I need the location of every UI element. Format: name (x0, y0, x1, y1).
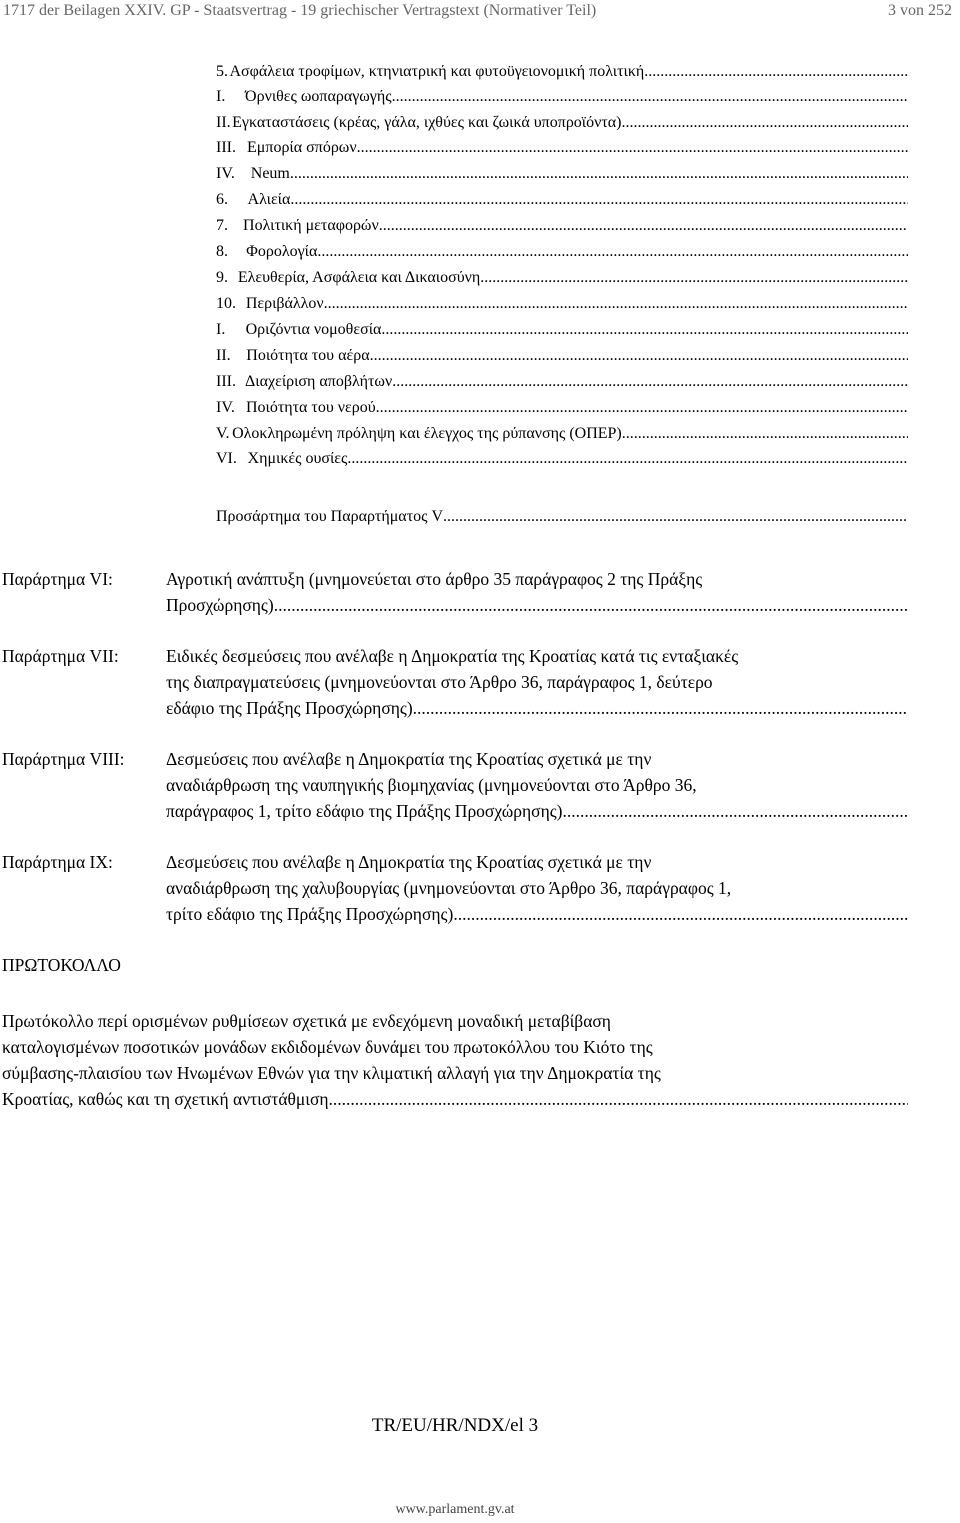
protocol-heading: ΠΡΩΤΟΚΟΛΛΟ (2, 955, 121, 975)
toc-entry-number: 6. (216, 191, 228, 208)
protocol-line: Κροατίας, καθώς και τη σχετική αντιστάθμιση (2, 1089, 329, 1109)
annex-line: Ειδικές δεσμεύσεις που ανέλαβε η Δημοκρατία της Κροατίας κατά τις ενταξιακές (166, 646, 739, 666)
annex-label: Παράρτημα VII: (2, 646, 119, 666)
toc-entry-text: Ποιότητα του αέρα (246, 347, 370, 364)
page-number: 3 von 252 (888, 2, 952, 19)
toc-entry[interactable] (216, 295, 908, 321)
toc-entry[interactable] (216, 63, 908, 89)
leader-dots (357, 139, 908, 157)
toc-entry[interactable] (216, 321, 908, 347)
toc-entry-text: Neum (250, 165, 290, 182)
annex-vii[interactable] (2, 643, 908, 721)
toc-entry-number: III. (216, 373, 236, 390)
annex-label: Παράρτημα VIII: (2, 749, 125, 769)
leader-dots (370, 347, 908, 365)
leader-dots (644, 63, 908, 81)
annex-line: παράγραφος 1, τρίτο εδάφιο της Πράξης Προσχώρησης) (166, 801, 563, 821)
toc-entry-number: II. (216, 347, 231, 364)
annex-ix[interactable] (2, 849, 908, 927)
leader-dots (563, 798, 909, 824)
toc-entry[interactable] (216, 450, 908, 476)
toc-entry-text: Ποιότητα του νερού (245, 399, 376, 416)
toc-entry-text: Πολιτική μεταφορών (243, 217, 379, 234)
toc-entry-text: Φορολογία (246, 243, 318, 260)
toc-entry-text: Ελευθερία, Ασφάλεια και Δικαιοσύνη (237, 269, 481, 286)
toc-entry[interactable] (216, 373, 908, 399)
toc-entry-number: 5. (216, 63, 228, 80)
toc-entry[interactable] (216, 139, 908, 165)
source-url[interactable]: www.parlament.gv.at (395, 1502, 515, 1517)
toc-entry-number: 8. (216, 243, 228, 260)
annex-line: εδάφιο της Πράξης Προσχώρησης) (166, 698, 413, 718)
toc-entry-number: V. (216, 425, 230, 442)
toc-entry-number: II. (216, 114, 231, 131)
toc-entry-text: Χημικές ουσίες (247, 450, 348, 467)
leader-dots (347, 450, 908, 468)
leader-dots (290, 165, 908, 183)
annex-line: αναδιάρθρωση της ναυπηγικής βιομηχανίας (μνημονεύονται στο Άρθρο 36, (166, 775, 697, 795)
toc-entry-text: Εγκαταστάσεις (κρέας, γάλα, ιχθύες και ζωικά υποπροϊόντα) (232, 114, 622, 131)
leader-dots (480, 269, 908, 287)
protocol-line: σύμβασης-πλαισίου των Ηνωμένων Εθνών για την κλιματική αλλαγή για την Δημοκρατία της (2, 1063, 661, 1083)
annex-line: Αγροτική ανάπτυξη (μνημονεύεται στο άρθρο 35 παράγραφος 2 της Πράξης (166, 569, 703, 589)
leader-dots (379, 217, 908, 235)
toc-entry-number: I. (216, 321, 226, 338)
toc-entry-text: Αλιεία (247, 191, 291, 208)
toc-entry[interactable] (216, 217, 908, 243)
leader-dots (376, 399, 908, 417)
leader-dots (290, 191, 908, 209)
leader-dots (381, 321, 908, 339)
toc-entry-number: VI. (216, 450, 237, 467)
toc-entry[interactable] (216, 88, 908, 114)
document-reference: TR/EU/HR/NDX/el 3 (371, 1415, 539, 1436)
protocol-line: καταλογισμένων ποσοτικών μονάδων εκδιδομένων δυνάμει του πρωτοκόλλου του Κιότο της (2, 1037, 653, 1057)
toc-entry[interactable] (216, 191, 908, 217)
toc-entry-text: Όρνιθες ωοπαραγωγής (245, 88, 392, 105)
leader-dots (274, 592, 908, 618)
toc-entry-number: 9. (216, 269, 228, 286)
annex-label: Παράρτημα VI: (2, 569, 113, 589)
annex-line: Δεσμεύσεις που ανέλαβε η Δημοκρατία της Κροατίας σχετικά με την (166, 852, 652, 872)
protocol-line: Πρωτόκολλο περί ορισμένων ρυθμίσεων σχετικά με ενδεχόμενη μοναδική μεταβίβαση (2, 1011, 611, 1031)
toc-entry[interactable] (216, 243, 908, 269)
toc-entry-text: Ασφάλεια τροφίμων, κτηνιατρική και φυτοϋγειονομική πολιτική (229, 63, 645, 80)
toc-entry-text: Οριζόντια νομοθεσία (245, 321, 382, 338)
toc-entry[interactable] (216, 399, 908, 425)
toc-entry-number: 7. (216, 217, 228, 234)
annex-line: Προσχώρησης) (166, 595, 274, 615)
toc-entry-text: Περιβάλλον (245, 295, 324, 312)
leader-dots (622, 425, 908, 443)
leader-dots (317, 243, 908, 261)
toc-entry-text: Διαχείριση αποβλήτων (245, 373, 393, 390)
annex-line: τρίτο εδάφιο της Πράξης Προσχώρησης) (166, 904, 454, 924)
annex-viii[interactable] (2, 746, 908, 824)
leader-dots (329, 1086, 908, 1112)
toc-entry-appendix[interactable] (216, 508, 908, 534)
leader-dots (413, 695, 908, 721)
toc-entry-number: III. (216, 139, 236, 156)
toc-entry[interactable] (216, 347, 908, 373)
toc-entry-number: 10. (216, 295, 236, 312)
leader-dots (443, 508, 908, 526)
toc-entry[interactable] (216, 165, 908, 191)
annex-label: Παράρτημα IX: (2, 852, 113, 872)
toc-entry-number: IV. (216, 399, 235, 416)
toc-entry-text: Προσάρτημα του Παραρτήματος V (216, 508, 444, 525)
leader-dots (392, 373, 908, 391)
toc-entry-text: Εμπορία σπόρων (247, 139, 357, 156)
leader-dots (324, 295, 908, 313)
leader-dots (621, 114, 908, 132)
annex-line: Δεσμεύσεις που ανέλαβε η Δημοκρατία της Κροατίας σχετικά με την (166, 749, 652, 769)
annex-line: αναδιάρθρωση της χαλυβουργίας (μνημονεύονται στο Άρθρο 36, παράγραφος 1, (166, 878, 732, 898)
protocol-entry[interactable] (2, 1008, 908, 1112)
toc-entry-number: I. (216, 88, 226, 105)
toc-entry[interactable] (216, 269, 908, 295)
toc-entry[interactable] (216, 114, 908, 140)
toc-entry-number: IV. (216, 165, 235, 182)
toc-entry[interactable] (216, 425, 908, 451)
leader-dots (392, 88, 908, 106)
toc-entry-text: Ολοκληρωμένη πρόληψη και έλεγχος της ρύπανσης (ΟΠΕΡ) (232, 425, 622, 442)
annex-vi[interactable] (2, 566, 908, 618)
annex-line: της διαπραγματεύσεις (μνημονεύονται στο Άρθρο 36, παράγραφος 1, δεύτερο (166, 672, 713, 692)
page-header-title: 1717 der Beilagen XXIV. GP - Staatsvertrag - 19 griechischer Vertragstext (Normativer Teil) (3, 2, 597, 19)
leader-dots (453, 901, 908, 927)
